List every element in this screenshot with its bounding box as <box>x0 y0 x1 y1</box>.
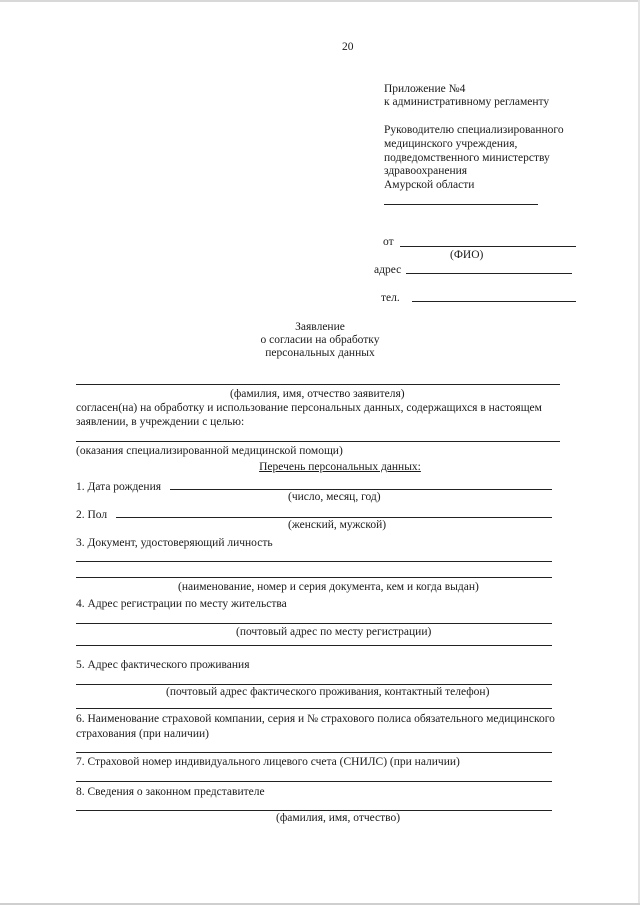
addressee-line-2: медицинского учреждения, <box>384 138 518 150</box>
addressee-line-1: Руководителю специализированного <box>384 124 564 136</box>
document-subtitle-1: о согласии на обработку <box>260 334 380 346</box>
identity-document-field-2[interactable] <box>76 577 552 578</box>
phone-label: тел. <box>381 292 400 304</box>
data-list-heading: Перечень персональных данных: <box>259 461 421 473</box>
item-sex-label: 2. Пол <box>76 509 108 521</box>
birth-date-caption: (число, месяц, год) <box>288 491 381 503</box>
appendix-title: Приложение №4 <box>384 83 466 95</box>
document-subtitle-2: персональных данных <box>265 347 375 359</box>
item-actual-address-label: 5. Адрес фактического проживания <box>76 659 250 671</box>
item-registration-address-label: 4. Адрес регистрации по месту жительства <box>76 598 287 610</box>
addressee-line-4: здравоохранения <box>384 165 468 177</box>
legal-representative-top-line <box>76 781 552 782</box>
item-identity-document-label: 3. Документ, удостоверяющий личность <box>76 537 273 549</box>
addressee-line-3: подведомственного министерству <box>384 152 550 164</box>
registration-address-caption: (почтовый адрес по месту регистрации) <box>236 626 432 638</box>
consent-text-1: согласен(на) на обработку и использование персональных данных, содержащихся в настоящем <box>76 402 542 414</box>
registration-address-field-2[interactable] <box>76 645 552 646</box>
item-legal-representative-label: 8. Сведения о законном представителе <box>76 786 265 798</box>
snils-field[interactable] <box>76 752 552 753</box>
purpose-caption: (оказания специализированной медицинской помощи) <box>76 445 343 457</box>
page-number: 20 <box>342 41 354 53</box>
item-birth-date-label: 1. Дата рождения <box>76 481 162 493</box>
applicant-caption: (фамилия, имя, отчество заявителя) <box>230 388 405 400</box>
legal-representative-field[interactable] <box>76 810 552 811</box>
from-fio-field[interactable] <box>400 246 576 247</box>
addressee-signature-line[interactable] <box>384 204 538 205</box>
applicant-name-field[interactable] <box>76 384 560 385</box>
consent-text-2: заявлении, в учреждении с целью: <box>76 416 245 428</box>
address-field[interactable] <box>406 273 572 274</box>
legal-representative-caption: (фамилия, имя, отчество) <box>276 812 401 824</box>
birth-date-field[interactable] <box>170 489 552 490</box>
actual-address-caption: (почтовый адрес фактического проживания, контактный телефон) <box>166 686 490 698</box>
sex-field[interactable] <box>116 517 552 518</box>
purpose-field[interactable] <box>76 441 560 442</box>
from-label: от <box>383 236 394 248</box>
actual-address-field[interactable] <box>76 684 552 685</box>
scan-top-edge <box>0 0 640 2</box>
registration-address-field-1[interactable] <box>76 623 552 624</box>
phone-field[interactable] <box>412 301 576 302</box>
item-snils-label: 7. Страховой номер индивидуального лицевого счета (СНИЛС) (при наличии) <box>76 756 460 768</box>
item-insurance-label: 6. Наименование страховой компании, серия и № страхового полиса обязательного медицинского <box>76 713 555 725</box>
sex-caption: (женский, мужской) <box>288 519 387 531</box>
identity-document-caption: (наименование, номер и серия документа, кем и когда выдан) <box>178 581 479 593</box>
document-title: Заявление <box>295 321 345 333</box>
insurance-field[interactable] <box>76 708 552 709</box>
appendix-subtitle: к административному регламенту <box>384 96 550 108</box>
identity-document-field-1[interactable] <box>76 561 552 562</box>
addressee-line-5: Амурской области <box>384 179 475 191</box>
address-label: адрес <box>374 264 402 276</box>
item-insurance-label-cont: страхования (при наличии) <box>76 728 209 740</box>
fio-caption: (ФИО) <box>450 249 484 261</box>
